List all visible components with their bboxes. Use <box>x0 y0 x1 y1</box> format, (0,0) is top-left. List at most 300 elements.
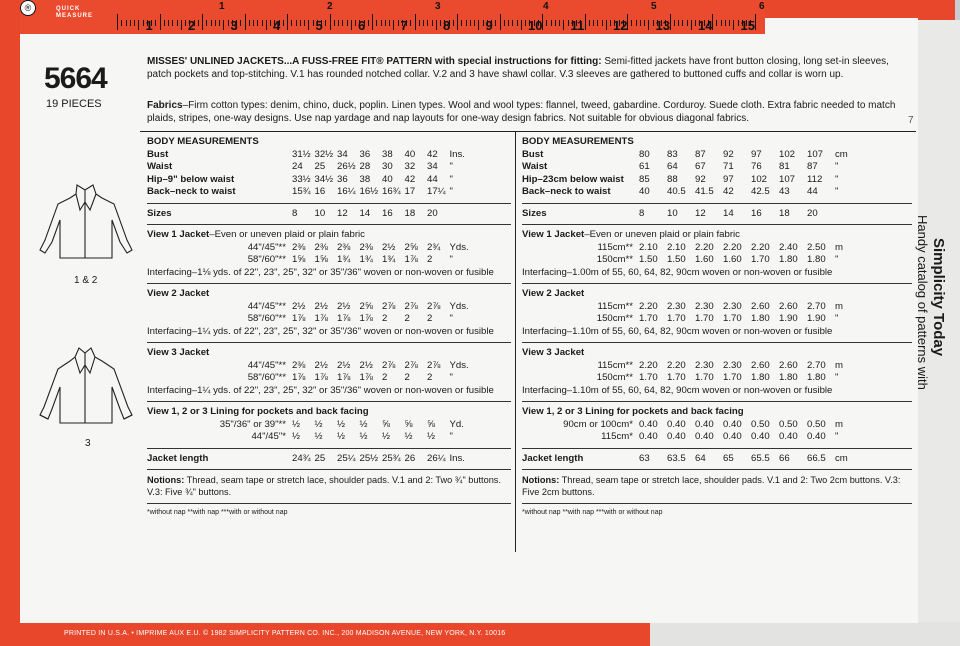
row-value: 16¼ <box>337 186 356 197</box>
row-value: 2⅜ <box>359 241 373 253</box>
row-value: 1.80 <box>751 313 770 324</box>
row-value: 2.20 <box>639 300 658 312</box>
row-label: Jacket length <box>147 452 209 464</box>
row-value: 38 <box>382 148 393 160</box>
ruler-tick <box>172 20 173 26</box>
row-value: 8 <box>639 207 645 219</box>
row-value: 107 <box>807 148 824 160</box>
row-unit: " <box>835 186 839 197</box>
ruler-tick <box>640 20 641 26</box>
row-value: 1⅞ <box>404 254 418 265</box>
table-row <box>147 186 511 199</box>
row-label: 58"/60"** <box>247 372 286 383</box>
row-value: 2.70 <box>807 300 826 312</box>
ruler-tick <box>440 20 441 26</box>
section-divider <box>522 342 912 343</box>
row-unit: " <box>449 431 453 442</box>
row-value: 0.50 <box>779 418 798 430</box>
ruler-tick <box>653 20 654 26</box>
row-value: 18 <box>779 207 790 219</box>
row-value: 44 <box>427 173 438 185</box>
ruler-tick <box>330 14 331 30</box>
ruler-inch-number: 4 <box>543 1 549 12</box>
ruler-tick <box>164 20 165 26</box>
row-label: 150cm** <box>596 313 633 324</box>
row-value: 16¾ <box>382 186 401 197</box>
row-value: 2.20 <box>639 359 658 371</box>
metric-chart <box>522 136 912 520</box>
table-row <box>147 254 511 267</box>
ruler-tick <box>682 20 683 26</box>
row-label: 150cm** <box>596 372 633 383</box>
ruler-tick <box>181 20 182 30</box>
ruler-cm-number: 2 <box>188 18 196 33</box>
row-value: 2.60 <box>779 359 798 371</box>
ruler-tick <box>368 20 369 26</box>
row-value: 2⅞ <box>427 359 441 371</box>
ruler-tick <box>223 20 224 30</box>
row-value: 2 <box>427 372 433 383</box>
row-value: 1⅞ <box>337 372 351 383</box>
table-row <box>522 419 912 432</box>
table-row <box>522 372 912 385</box>
row-value: 25 <box>314 161 326 172</box>
row-value: 36 <box>337 173 348 185</box>
table-row <box>522 186 912 199</box>
row-value: 2 <box>382 313 388 324</box>
row-value: ⅝ <box>382 418 391 430</box>
row-value: 2.60 <box>779 300 798 312</box>
row-value: 2 <box>404 372 410 383</box>
ruler-tick <box>287 14 288 30</box>
row-value: 1.80 <box>779 372 798 383</box>
row-value: 65.5 <box>751 452 770 464</box>
ruler-tick <box>160 14 161 30</box>
row-value: 0.40 <box>639 418 658 430</box>
row-unit: cm <box>835 148 848 160</box>
row-value: 2½ <box>292 300 306 312</box>
row-label: Bust <box>147 148 169 160</box>
row-value: 1¾ <box>382 254 396 265</box>
ruler-tick <box>126 20 127 26</box>
row-unit: " <box>835 161 839 172</box>
table-row <box>147 431 511 444</box>
ruler-tick <box>504 20 505 26</box>
row-value: 92 <box>723 148 734 160</box>
row-value: 14 <box>723 207 734 219</box>
ruler-cm-number: 7 <box>400 18 408 33</box>
row-value: 1.60 <box>695 254 714 265</box>
ruler-inch-number: 3 <box>435 1 441 12</box>
row-value: 2.30 <box>723 300 742 312</box>
view2-title: View 2 Jacket <box>522 288 585 299</box>
row-value: 2¾ <box>427 241 441 253</box>
row-value: 2½ <box>314 300 328 312</box>
ruler-tick <box>517 20 518 26</box>
row-unit: cm <box>835 452 848 464</box>
header-divider <box>140 131 916 132</box>
ruler-tick <box>521 20 522 30</box>
row-value: 20 <box>427 207 438 219</box>
row-unit: m <box>835 241 843 253</box>
row-value: 2.10 <box>667 241 686 253</box>
row-value: ⅝ <box>427 418 436 430</box>
ruler-inch-number: 1 <box>219 1 225 12</box>
row-label: Sizes <box>147 207 172 219</box>
row-value: 2⅜ <box>314 241 328 253</box>
ruler-tick <box>716 20 717 26</box>
ruler-inch-number: 5 <box>651 1 657 12</box>
row-value: 1⅞ <box>292 313 306 324</box>
ruler-tick <box>296 20 297 26</box>
row-label: 150cm** <box>596 254 633 265</box>
row-value: 34 <box>337 148 348 160</box>
row-value: 1.90 <box>807 313 826 324</box>
row-unit: m <box>835 300 843 312</box>
ruler-tick <box>631 20 632 26</box>
ruler-tick <box>372 14 373 30</box>
ruler-tick <box>347 20 348 26</box>
row-value: 2.30 <box>695 359 714 371</box>
column-divider <box>515 132 516 552</box>
ruler-tick <box>500 14 501 30</box>
ruler-tick <box>155 20 156 26</box>
body-measurements-title: BODY MEASUREMENTS <box>147 136 259 147</box>
ruler-tick <box>415 14 416 30</box>
table-row <box>147 372 511 385</box>
ruler-tick <box>585 14 586 30</box>
row-value: 42.5 <box>751 186 770 197</box>
row-value: 2½ <box>337 300 351 312</box>
ruler-tick <box>687 20 688 26</box>
row-value: 102 <box>779 148 796 160</box>
table-row <box>522 360 912 373</box>
row-value: 2.40 <box>779 241 798 253</box>
section-divider <box>147 283 511 284</box>
row-value: 87 <box>695 148 706 160</box>
row-value: 26½ <box>337 161 356 172</box>
row-value: 0.40 <box>751 431 770 442</box>
row-value: 76 <box>751 161 762 172</box>
row-value: 2½ <box>314 359 328 371</box>
row-value: 1⅞ <box>292 372 306 383</box>
section-divider <box>147 203 511 204</box>
row-value: 1.80 <box>751 372 770 383</box>
row-value: 1⅝ <box>314 254 328 265</box>
ruler-tick <box>134 20 135 26</box>
ruler-tick <box>602 20 603 26</box>
row-value: 2.20 <box>723 241 742 253</box>
row-label: 35"/36" or 39"** <box>219 418 286 430</box>
row-value: 1.60 <box>723 254 742 265</box>
row-value: 64 <box>695 452 706 464</box>
ruler-cm-number: 4 <box>273 18 281 33</box>
row-value: 36 <box>359 148 371 160</box>
row-value: 16 <box>314 186 326 197</box>
section-divider <box>522 401 912 402</box>
row-value: 1.70 <box>695 372 714 383</box>
row-value: 2.30 <box>695 300 714 312</box>
ruler-tick <box>385 20 386 26</box>
ruler-tick <box>351 20 352 30</box>
ruler-tick <box>474 20 475 26</box>
row-value: 1.80 <box>807 372 826 383</box>
row-value: 38 <box>359 173 371 185</box>
ruler-tick <box>206 20 207 26</box>
ruler-tick <box>215 20 216 26</box>
row-value: 31½ <box>292 148 311 160</box>
ruler-tick <box>674 20 675 26</box>
row-label: 90cm or 100cm* <box>563 418 633 430</box>
ruler-cm-number: 14 <box>698 18 713 33</box>
row-value: 17¼ <box>427 186 446 197</box>
row-value: 1.90 <box>779 313 798 324</box>
body-measurements-title: BODY MEASUREMENTS <box>522 136 634 147</box>
view3-interfacing: Interfacing–1.10m of 55, 60, 64, 82, 90cm woven or non-woven or fusible <box>522 384 833 396</box>
row-value: 1.70 <box>723 313 742 324</box>
row-value: 1.70 <box>751 254 770 265</box>
lining-title: View 1, 2 or 3 Lining for pockets and back facing <box>147 406 369 417</box>
row-label: Sizes <box>522 207 547 219</box>
row-unit: " <box>449 254 453 265</box>
jacket-figure-1-2 <box>32 180 142 265</box>
copyright-footer: PRINTED IN U.S.A. • IMPRIME AUX E.U. © 1982 SIMPLICITY PATTERN CO. INC., 200 MADISON AVENUE, NEW YORK, N.Y. 10016 <box>64 630 506 637</box>
row-value: 40 <box>639 186 650 197</box>
ruler-tick <box>423 20 424 26</box>
row-value: 2⅝ <box>404 241 418 253</box>
row-value: 0.40 <box>723 431 742 442</box>
table-row <box>147 208 511 221</box>
section-divider <box>522 224 912 225</box>
row-value: 65 <box>723 452 734 464</box>
ruler-tick <box>338 20 339 26</box>
ruler-tick <box>313 20 314 26</box>
ruler-tick <box>636 20 637 26</box>
ruler-tick <box>393 20 394 30</box>
row-value: 2½ <box>382 241 396 253</box>
row-value: 25¼ <box>337 452 356 464</box>
row-value: 0.40 <box>667 418 686 430</box>
row-label: Hip–9" below waist <box>147 173 235 185</box>
row-value: 66.5 <box>807 452 826 464</box>
row-unit: " <box>835 372 839 383</box>
ruler-tick <box>470 20 471 26</box>
view1-title: View 1 Jacket–Even or uneven plaid or plain fabric <box>147 229 365 240</box>
ruler-tick <box>304 20 305 26</box>
row-value: 24¾ <box>292 452 311 464</box>
row-value: 2.60 <box>751 359 770 371</box>
ruler-tick <box>270 20 271 26</box>
view1-interfacing: Interfacing–1.00m of 55, 60, 64, 82, 90cm woven or non-woven or fusible <box>522 266 833 278</box>
ruler-cm-number: 11 <box>570 18 585 33</box>
ruler-tick <box>678 20 679 26</box>
row-value: 2⅜ <box>337 241 351 253</box>
ruler-tick <box>381 20 382 26</box>
row-unit: " <box>449 372 453 383</box>
row-unit: " <box>835 254 839 265</box>
ruler-tick <box>342 20 343 26</box>
row-value: 10 <box>314 207 326 219</box>
row-unit: Yd. <box>449 418 464 430</box>
section-divider <box>147 448 511 449</box>
row-value: 64 <box>667 161 678 172</box>
row-value: 1⅞ <box>359 313 373 324</box>
row-label: 115cm** <box>597 300 633 312</box>
row-value: 112 <box>807 173 823 185</box>
row-label: Bust <box>522 148 544 160</box>
quick-measure-label: QUICK MEASURE <box>56 6 94 19</box>
simplicity-today-ad <box>905 210 960 430</box>
row-value: 85 <box>639 173 650 185</box>
ruler-tick <box>461 20 462 26</box>
ruler-tick <box>121 20 122 26</box>
figure-1-2-label: 1 & 2 <box>74 275 98 286</box>
view1-interfacing: Interfacing–1⅛ yds. of 22", 23", 25", 32" or 35"/36" woven or non-woven or fusible <box>147 266 494 278</box>
row-value: 0.40 <box>695 418 714 430</box>
ruler-tick <box>453 20 454 26</box>
row-value: 25 <box>314 452 326 464</box>
row-value: 1.80 <box>807 254 826 265</box>
ruler-tick <box>262 20 263 26</box>
row-unit: m <box>835 359 843 371</box>
row-label: 44"/45"** <box>247 241 286 253</box>
ruler-tick <box>555 20 556 26</box>
row-value: 30 <box>382 161 393 172</box>
row-value: 1⅞ <box>359 372 373 383</box>
row-value: 2⅝ <box>359 300 373 312</box>
table-row <box>147 161 511 174</box>
row-label: Jacket length <box>522 452 584 464</box>
row-value: 42 <box>427 148 438 160</box>
ruler-tick <box>436 20 437 30</box>
row-value: 2⅜ <box>292 241 306 253</box>
row-unit: Yds. <box>449 241 469 253</box>
table-row <box>522 313 912 326</box>
ruler-tick <box>334 20 335 26</box>
ruler-tick <box>398 20 399 26</box>
ruler-tick <box>130 20 131 26</box>
section-divider <box>522 203 912 204</box>
section-divider <box>147 469 511 470</box>
row-label: Hip–23cm below waist <box>522 173 624 185</box>
row-value: 2.20 <box>751 241 770 253</box>
row-value: 88 <box>667 173 678 185</box>
row-unit: " <box>835 313 839 324</box>
row-value: 43 <box>779 186 790 197</box>
row-value: 66 <box>779 452 790 464</box>
ruler-tick <box>725 20 726 26</box>
row-label: 44"/45"** <box>247 300 286 312</box>
table-row <box>522 161 912 174</box>
row-value: 1.70 <box>695 313 714 324</box>
row-value: ⅝ <box>404 418 413 430</box>
ruler-tick <box>283 20 284 26</box>
ruler-tick <box>185 20 186 26</box>
row-label: 115cm** <box>597 241 633 253</box>
ruler-tick <box>525 20 526 26</box>
view2-title: View 2 Jacket <box>147 288 210 299</box>
row-value: 2⅞ <box>404 300 418 312</box>
row-value: 97 <box>751 148 762 160</box>
table-row <box>522 208 912 221</box>
jacket-figure-3 <box>32 345 142 430</box>
row-value: 83 <box>667 148 678 160</box>
row-value: 1¾ <box>337 254 351 265</box>
row-unit: Ins. <box>449 148 465 160</box>
intro-description: MISSES' UNLINED JACKETS...A FUSS-FREE FIT® PATTERN with special instructions for fitting: Semi-fitted jackets have front button closing, long set-in sleeves, patch pockets and top-stitching. V.1 has rounded notched collar. V.2 and 3 have shawl collar. V.3 sleeves are gathered to buttoned cuffs and collar is worn up. <box>147 56 889 80</box>
row-value: 1⅞ <box>314 372 328 383</box>
row-unit: " <box>835 173 839 185</box>
ruler-tick <box>733 20 734 30</box>
view3-title: View 3 Jacket <box>147 347 210 358</box>
view2-interfacing: Interfacing–1¼ yds. of 22", 23", 25", 32" or 35"/36" woven or non-woven or fusible <box>147 325 494 337</box>
ruler-tick <box>308 20 309 30</box>
notions: Notions: Thread, seam tape or stretch lace, shoulder pads. V.1 and 2: Two ¾" buttons. V.3: Five ¾" buttons. <box>147 475 501 497</box>
row-value: 0.40 <box>723 418 742 430</box>
left-orange-border <box>0 0 20 646</box>
row-value: 25½ <box>359 452 379 464</box>
row-label: 44"/45"** <box>247 359 286 371</box>
ruler-cm-number: 8 <box>443 18 451 33</box>
ruler-cm-number: 6 <box>358 18 366 33</box>
ruler-tick <box>410 20 411 26</box>
row-value: 2.20 <box>667 359 686 371</box>
ruler-tick <box>168 20 169 26</box>
ruler-tick <box>228 20 229 26</box>
row-value: 40 <box>404 148 416 160</box>
table-row <box>147 453 511 466</box>
row-value: 2⅞ <box>382 300 396 312</box>
row-value: 63 <box>639 452 650 464</box>
notions: Notions: Thread, seam tape or stretch lace, shoulder pads. V.1 and 2: Two 2cm buttons. V.3: Five 2cm buttons. <box>522 475 901 497</box>
view3-title: View 3 Jacket <box>522 347 585 358</box>
ruler-tick <box>738 20 739 26</box>
table-row <box>522 174 912 187</box>
row-label: Back–neck to waist <box>522 186 611 197</box>
ruler-tick <box>240 20 241 26</box>
row-value: 44 <box>807 186 818 197</box>
row-value: 80 <box>639 148 650 160</box>
table-row <box>147 360 511 373</box>
pattern-number: 5664 <box>44 62 107 95</box>
section-divider <box>147 342 511 343</box>
row-value: 2⅜ <box>292 359 306 371</box>
table-row <box>147 242 511 255</box>
ruler-tick <box>691 20 692 30</box>
row-value: 34 <box>427 161 438 172</box>
row-value: 2.70 <box>807 359 826 371</box>
ruler-tick <box>466 20 467 26</box>
sidebar-title: Simplicity Today <box>930 238 947 357</box>
row-unit: Yds. <box>449 300 469 312</box>
row-value: 18 <box>404 207 416 219</box>
row-value: 24 <box>292 161 303 172</box>
ruler-tick <box>355 20 356 26</box>
ruler-tick <box>478 20 479 30</box>
row-value: 14 <box>359 207 371 219</box>
row-value: 107 <box>779 173 796 185</box>
row-label: Waist <box>147 161 173 172</box>
row-value: 16 <box>382 207 393 219</box>
row-value: 1⅞ <box>314 313 328 324</box>
ruler-cm-number: 10 <box>528 18 543 33</box>
ruler-tick <box>606 20 607 30</box>
row-value: 1.70 <box>639 372 658 383</box>
table-row <box>522 301 912 314</box>
table-row <box>522 149 912 162</box>
pieces-count: 19 PIECES <box>46 98 102 110</box>
row-value: 0.50 <box>807 418 826 430</box>
